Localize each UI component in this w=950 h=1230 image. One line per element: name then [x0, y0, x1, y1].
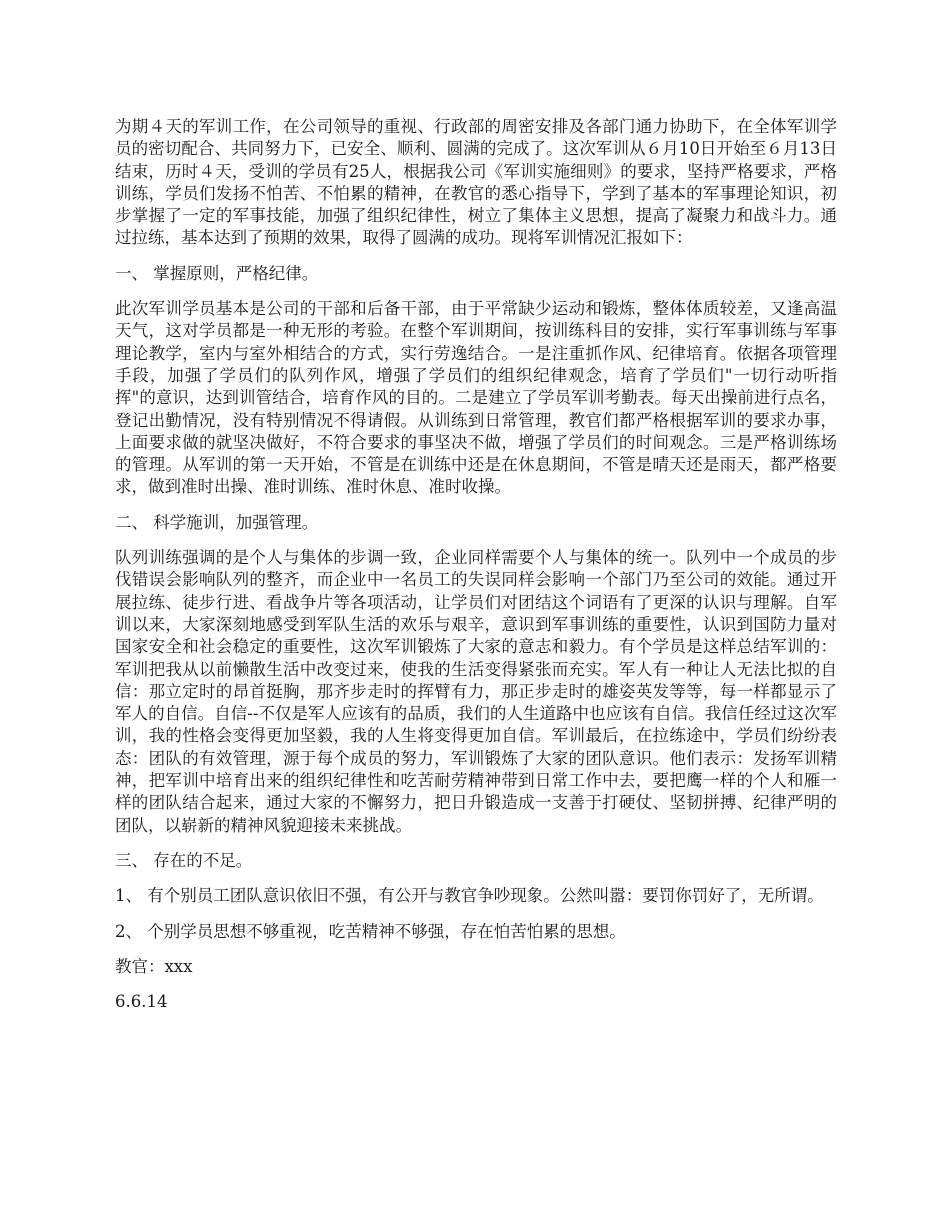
intro-paragraph: 为期４天的军训工作，在公司领导的重视、行政部的周密安排及各部门通力协助下，在全体军训学员的密切配合、共同努力下，已安全、顺利、圆满的完成了。这次军训从６月10日开始至６月13日结束，历时４天，受训的学员有25人，根据我公司《军训实施细则》的要求，坚持严格要求，严格训练，学员们发扬不怕苦、不怕累的精神，在教官的悉心指导下，学到了基本的军事理论知识，初步掌握了一定的军事技能，加强了组织纪律性，树立了集体主义思想，提高了凝聚力和战斗力。通过拉练，基本达到了预期的效果，取得了圆满的成功。现将军训情况汇报如下：	[115, 117, 837, 248]
shortcoming-item-1: 1、 有个别员工团队意识依旧不强，有公开与教官争吵现象。公然叫嚣：要罚你罚好了，无所谓。	[115, 886, 824, 906]
date-line: 6.6.14	[115, 992, 168, 1012]
shortcoming-item-2: 2、 个别学员思想不够重视，吃苦精神不够强，存在怕苦怕累的思想。	[115, 921, 626, 941]
section-2-paragraph: 队列训练强调的是个人与集体的步调一致，企业同样需要个人与集体的统一。队列中一个成员的步伐错误会影响队列的整齐，而企业中一名员工的失误同样会影响一个部门乃至公司的效能。通过开展拉练、徒步行进、看战争片等各项活动，让学员们对团结这个词语有了更深的认识与理解。自军训以来，大家深刻地感受到军队生活的欢乐与艰辛，意识到军事训练的重要性，认识到国防力量对国家安全和社会稳定的重要性，这次军训锻炼了大家的意志和毅力。有个学员是这样总结军训的：军训把我从以前懒散生活中改变过来，使我的生活变得紧张而充实。军人有一种让人无法比拟的自信：那立定时的昂首挺胸，那齐步走时的挥臂有力，那正步走时的雄姿英发等等，每一样都显示了军人的自信。自信--不仅是军人应该有的品质，我们的人生道路中也应该有自信。我信任经过这次军训，我的性格会变得更加坚毅，我的人生将变得更加自信。军训最后，在拉练途中，学员们纷纷表态：团队的有效管理，源于每个成员的努力，军训锻炼了大家的团队意识。他们表示：发扬军训精神，把军训中培育出来的组织纪律性和吃苦耐劳精神带到日常工作中去，要把鹰一样的个人和雁一样的团队结合起来，通过大家的不懈努力，把日升锻造成一支善于打硬仗、坚韧拼搏、纪律严明的团队，以崭新的精神风貌迎接未来挑战。	[115, 548, 837, 835]
section-3-heading: 三、 存在的不足。	[115, 850, 253, 870]
section-1-heading: 一、 掌握原则，严格纪律。	[115, 263, 319, 283]
section-1-paragraph: 此次军训学员基本是公司的干部和后备干部，由于平常缺少运动和锻炼，整体体质较差，又逢高温天气，这对学员都是一种无形的考验。在整个军训期间，按训练科目的安排，实行军事训练与军事理论教学，室内与室外相结合的方式，实行劳逸结合。一是注重抓作风、纪律培育。依据各项管理手段，加强了学员们的队列作风，增强了学员们的组织纪律观念，培育了学员们"一切行动听指挥"的意识，达到训管结合，培育作风的目的。二是建立了学员军训考勤表。每天出操前进行点名，登记出勤情况，没有特别情况不得请假。从训练到日常管理，教官们都严格根据军训的要求办事，上面要求做的就坚决做好，不符合要求的事坚决不做，增强了学员们的时间观念。三是严格训练场的管理。从军训的第一天开始，不管是在训练中还是在休息期间，不管是晴天还是雨天，都严格要求，做到准时出操、准时训练、准时休息、准时收操。	[115, 299, 837, 497]
signature-line: 教官：xxx	[115, 956, 193, 976]
section-2-heading: 二、 科学施训，加强管理。	[115, 512, 319, 532]
document-page	[115, 116, 837, 1026]
